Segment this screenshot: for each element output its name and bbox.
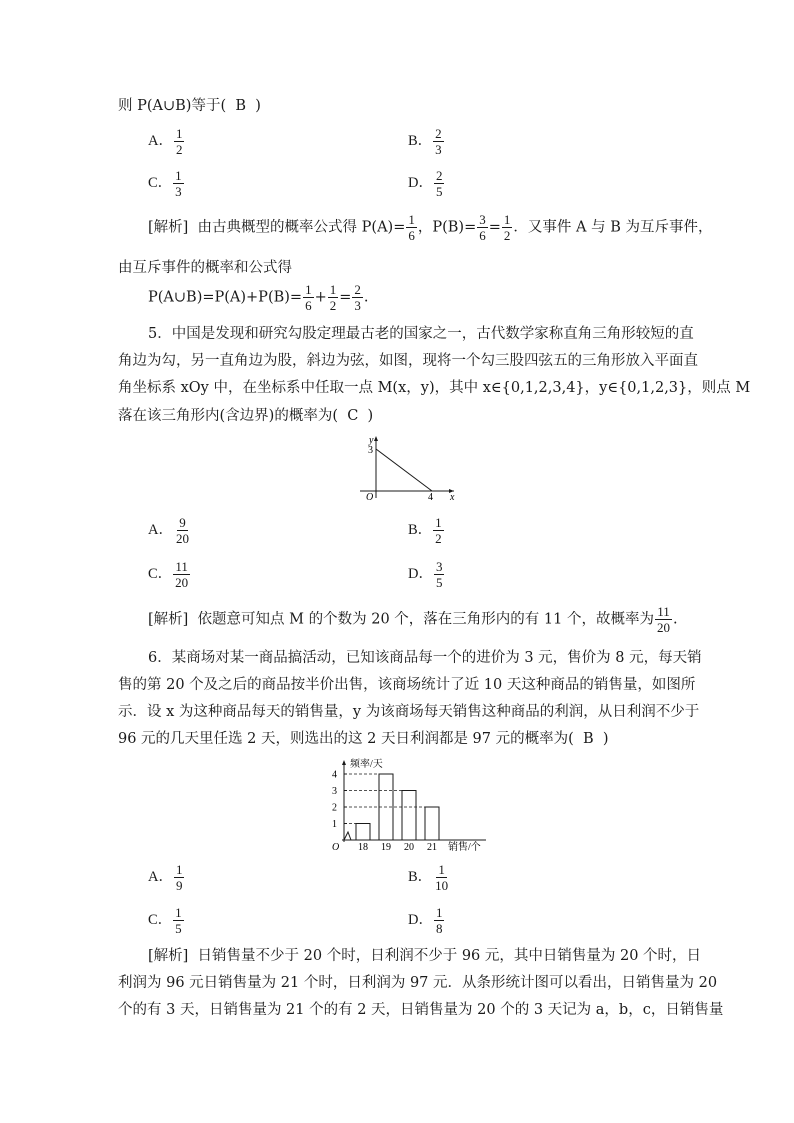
chart-origin: O xyxy=(332,842,340,853)
origin-label: O xyxy=(366,492,374,502)
q4-analysis-line2: 由互斥事件的概率和公式得 xyxy=(118,260,292,276)
q6-stem-line4: 96 元的几天里任选 2 天，则选出的这 2 天日利润都是 97 元的概率为( B ) xyxy=(118,731,609,747)
x-tick-20: 20 xyxy=(404,842,414,853)
q6-stem-line1: 6．某商场对某一商品搞活动，已知该商品每一个的进价为 3 元，售价为 8 元，每天销 xyxy=(148,650,702,666)
q4-option-b: B． $\frac{2}{3}$ xyxy=(408,126,442,157)
bar-20 xyxy=(402,791,416,841)
y-tick-2: 2 xyxy=(332,802,337,814)
x-axis-label: x xyxy=(450,492,455,502)
bar-21 xyxy=(425,807,439,840)
q6-option-b: B． $\frac{1}{10}$ xyxy=(408,862,449,893)
q6-option-c: C． $\frac{1}{5}$ xyxy=(148,905,182,936)
analysis-tag: [解析] xyxy=(148,611,189,628)
q5-stem-line2: 角边为勾，另一直角边为股，斜边为弦，如图，现将一个勾三股四弦五的三角形放入平面直 xyxy=(118,353,698,369)
x-tick-4: 4 xyxy=(428,492,433,502)
x-tick-21: 21 xyxy=(427,842,437,853)
chart-xlabel: 销售/个 xyxy=(448,842,481,853)
q4-option-a: A． $\frac{1}{2}$ xyxy=(148,126,183,157)
y-axis-label: y xyxy=(369,435,374,446)
q4-answer: B xyxy=(235,98,246,114)
q5-stem-line1: 5．中国是发现和研究勾股定理最古老的国家之一，古代数学家称直角三角形较短的直 xyxy=(148,326,694,342)
analysis-tag: [解析] xyxy=(148,219,189,236)
x-tick-18: 18 xyxy=(358,842,368,853)
q6-analysis-line1: [解析] 日销售量不少于 20 个时，日利润不少于 96 元，其中日销售量为 20 个时，日 xyxy=(148,948,702,964)
q5-stem-line3: 角坐标系 xOy 中，在坐标系中任取一点 M(x，y)，其中 x∈{0,1,2,3,4}，y∈{0,1,2,3}，则点 M xyxy=(118,380,751,396)
q5-analysis: [解析] 依题意可知点 M 的个数为 20 个，落在三角形内的有 11 个，故概率为 $\frac{11}{20}$ . xyxy=(148,604,678,635)
q6-stem-line3: 示．设 x 为这种商品每天的销售量，y 为该商场每天销售这种商品的利润，从日利润不少于 xyxy=(118,704,700,720)
q5-option-b: B． $\frac{1}{2}$ xyxy=(408,515,442,546)
q4-formula: P(A∪B)=P(A)+P(B)= $\frac{1}{6}$ + $\frac{1}{2}$ = $\frac{2}{3}$ . xyxy=(148,282,369,313)
q6-analysis-line3: 个的有 3 天，日销售量为 21 个的有 2 天，日销售量为 20 个的 3 天记为 a，b，c，日销售量 xyxy=(118,1002,724,1018)
y-tick-4: 4 xyxy=(332,769,337,781)
bar-18 xyxy=(356,824,370,841)
axis-break xyxy=(344,832,351,840)
x-tick-19: 19 xyxy=(381,842,391,853)
analysis-tag: [解析] xyxy=(148,948,189,964)
chart-ylabel: 频率/天 xyxy=(350,759,383,770)
q4-analysis-line1: [解析] 由古典概型的概率公式得 P(A)= $\frac{1}{6}$ ，P(B)= $\frac{3}{6}$ = $\frac{1}{2}$ ．又事件 A 与 B 为互斥事件， xyxy=(148,212,713,243)
hypotenuse xyxy=(376,449,432,491)
q5-option-a: A． $\frac{9}{20}$ xyxy=(148,515,189,546)
y-tick-3: 3 xyxy=(332,786,337,797)
q5-option-c: C． $\frac{11}{20}$ xyxy=(148,559,189,590)
q5-option-d: D． $\frac{3}{5}$ xyxy=(408,559,443,590)
y-tick-1: 1 xyxy=(332,819,337,830)
q6-bar-chart xyxy=(328,756,498,856)
q5-answer: C xyxy=(347,408,359,424)
q6-stem-line2: 售的第 20 个及之后的商品按半价出售，该商场统计了近 10 天这种商品的销售量，如图所 xyxy=(118,677,696,693)
q4-stem: 则 P(A∪B)等于( B ) xyxy=(118,98,261,114)
q6-answer: B xyxy=(583,731,594,747)
q6-analysis-line2: 利润为 96 元日销售量为 21 个时，日利润为 97 元．从条形统计图可以看出，日销售量为 20 xyxy=(118,975,718,991)
q5-stem-line4: 落在该三角形内(含边界)的概率为( C ) xyxy=(118,408,374,424)
q4-option-d: D． $\frac{2}{5}$ xyxy=(408,168,443,199)
q5-triangle-figure xyxy=(356,432,466,502)
q6-option-a: A． $\frac{1}{9}$ xyxy=(148,862,183,893)
q6-option-d: D． $\frac{1}{8}$ xyxy=(408,905,443,936)
y-tick-3: 3 xyxy=(368,445,373,456)
q4-option-c: C． $\frac{1}{3}$ xyxy=(148,168,182,199)
